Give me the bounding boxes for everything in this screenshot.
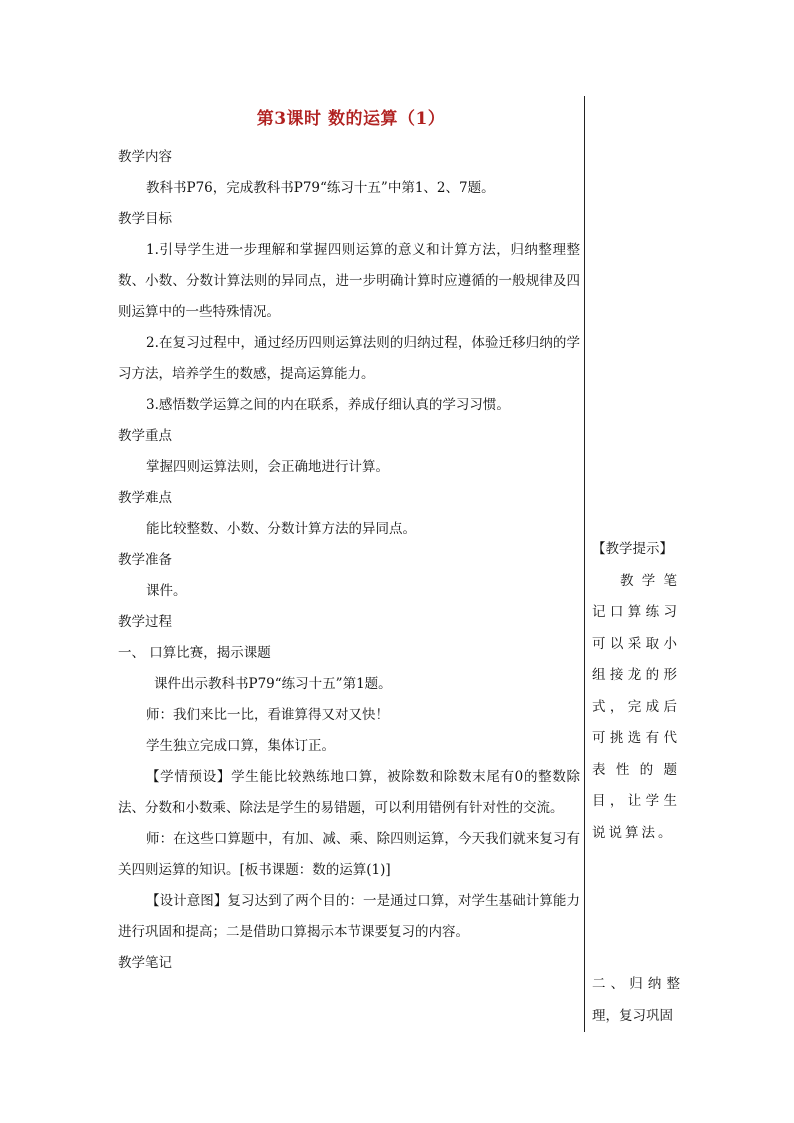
key-text: 掌握四则运算法则，会正确地进行计算。 bbox=[146, 459, 389, 475]
content-text: 教科书P76，完成教科书P79“练习十五”中第1、2、7题。 bbox=[146, 180, 495, 196]
tip-text: 教学笔记口算练习可以采取小组接龙的形式，完成后可挑选有代表性的题目，让学生说说算法。 bbox=[592, 572, 680, 841]
step1-line-1: 课件出示教科书P79“练习十五”第1题。 bbox=[154, 676, 392, 692]
key-heading: 教学重点 bbox=[118, 428, 172, 444]
notes-heading: 教学笔记 bbox=[118, 955, 172, 971]
step1-preview: 【学情预设】学生能比较熟练地口算，被除数和除数末尾有0的整数除法、分数和小数乘、除法是学生的易错题，可以利用错例有针对性的交流。 bbox=[118, 769, 580, 816]
goal-1: 1.引导学生进一步理解和掌握四则运算的意义和计算方法，归纳整理整数、小数、分数计算法则的异同点，进一步明确计算时应遵循的一般规律及四则运算中的一些特殊情况。 bbox=[118, 242, 580, 320]
step1-line-3: 学生独立完成口算，集体订正。 bbox=[146, 738, 335, 754]
difficulty-text: 能比较整数、小数、分数计算方法的异同点。 bbox=[146, 521, 416, 537]
prep-heading: 教学准备 bbox=[118, 552, 172, 568]
step1-design: 【设计意图】复习达到了两个目的：一是通过口算，对学生基础计算能力进行巩固和提高；二是借助口算揭示本节课要复习的内容。 bbox=[118, 893, 580, 940]
goal-2: 2.在复习过程中，通过经历四则运算法则的归纳过程，体验迁移归纳的学习方法，培养学生的数感，提高运算能力。 bbox=[118, 335, 580, 382]
difficulty-heading: 教学难点 bbox=[118, 490, 172, 506]
goal-3: 3.感悟数学运算之间的内在联系，养成仔细认真的学习习惯。 bbox=[146, 397, 510, 413]
process-heading: 教学过程 bbox=[118, 614, 172, 630]
column-divider bbox=[584, 96, 585, 1032]
next-section-text: 二、归纳整理，复习巩固 bbox=[592, 976, 680, 1024]
goals-heading: 教学目标 bbox=[118, 211, 172, 227]
lesson-body bbox=[118, 142, 580, 979]
step1-line-2: 师：我们来比一比，看谁算得又对又快！ bbox=[146, 707, 389, 723]
tip-heading: 【教学提示】 bbox=[592, 541, 673, 557]
step1-teacher: 师：在这些口算题中，有加、减、乘、除四则运算，今天我们就来复习有关四则运算的知识。[板书课题：数的运算(1)] bbox=[118, 831, 580, 878]
next-section-note bbox=[592, 969, 680, 1032]
lesson-title: 第3课时 数的运算（1） bbox=[256, 109, 446, 129]
step1-title: 一、 口算比赛，揭示课题 bbox=[118, 645, 271, 661]
prep-text: 课件。 bbox=[146, 583, 187, 599]
teaching-tip bbox=[592, 534, 680, 849]
content-heading: 教学内容 bbox=[118, 149, 172, 165]
